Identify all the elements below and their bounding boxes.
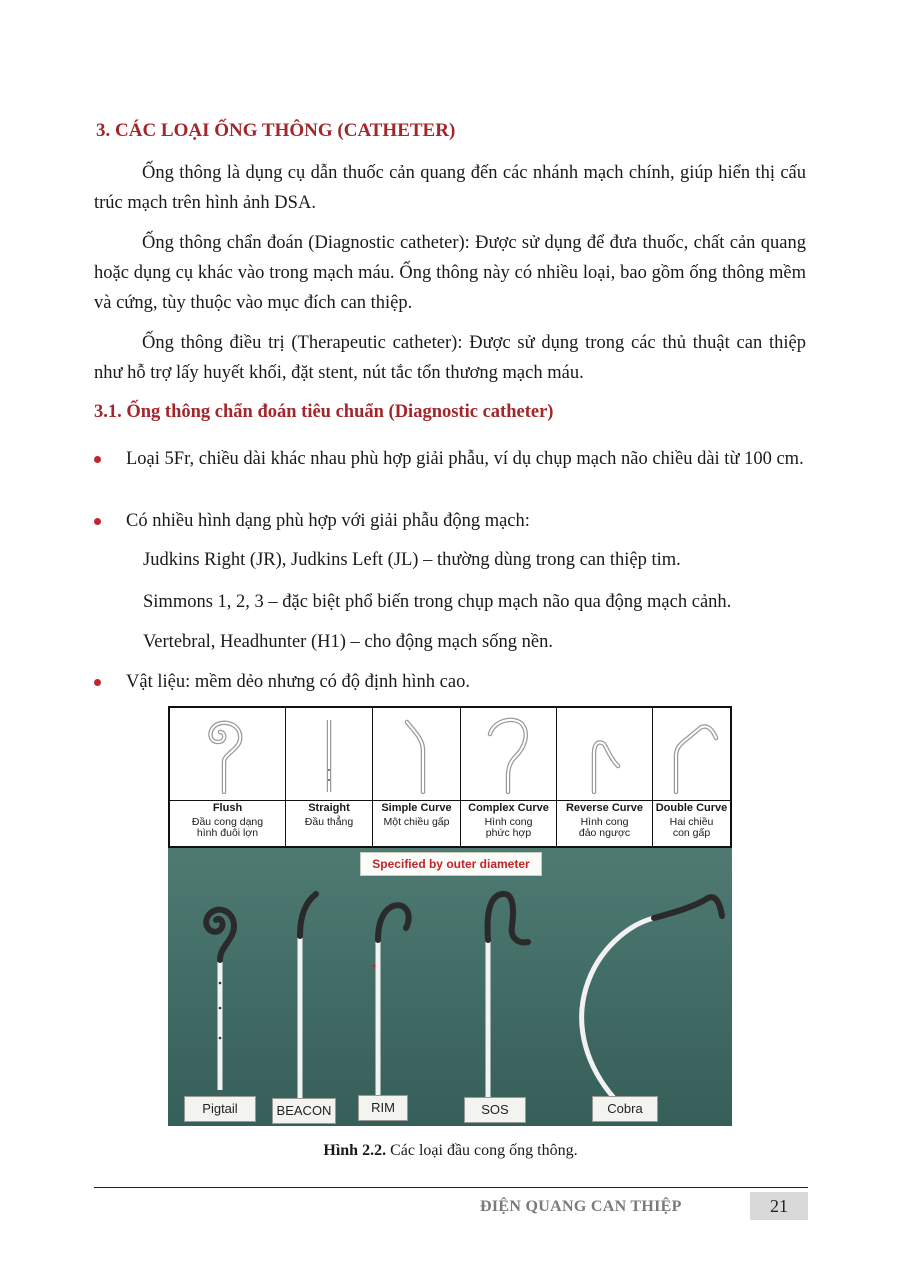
catheter-figure bbox=[168, 706, 732, 1126]
curve-desc: Hai chiều con gấp bbox=[669, 816, 714, 839]
running-title: ĐIỆN QUANG CAN THIỆP bbox=[480, 1198, 682, 1215]
photo-label-pigtail: Pigtail bbox=[184, 1096, 256, 1122]
complex-curve-icon bbox=[484, 714, 534, 794]
outer-diameter-banner: Specified by outer diameter bbox=[360, 852, 542, 876]
shape-line: Vertebral, Headhunter (H1) – cho động mạch sống nền. bbox=[143, 632, 553, 652]
curve-cell-straight bbox=[286, 708, 373, 846]
page-number: 21 bbox=[750, 1192, 808, 1220]
paragraph-intro-text: Ống thông là dụng cụ dẫn thuốc cản quang đến các nhánh mạch chính, giúp hiển thị cấu trúc mạch trên hình ảnh DSA. bbox=[94, 163, 806, 213]
bullet-item bbox=[94, 506, 806, 536]
curve-name: Double Curve bbox=[655, 802, 728, 814]
straight-tip-icon bbox=[314, 714, 344, 794]
curve-cell-flush bbox=[170, 708, 286, 846]
curve-desc: Đầu cong dạng hình đuôi lợn bbox=[191, 816, 264, 839]
bullet-text: Có nhiều hình dạng phù hợp với giải phẫu động mạch: bbox=[126, 511, 530, 531]
paragraph-therapeutic bbox=[94, 328, 806, 388]
paragraph-therapeutic-text: Ống thông điều trị (Therapeutic catheter): Được sử dụng trong các thủ thuật can thiệp như hỗ trợ lấy huyết khối, đặt stent, nút tắc tổn thương mạch máu. bbox=[94, 333, 806, 383]
bullet-item bbox=[94, 444, 806, 474]
curve-name: Reverse Curve bbox=[565, 802, 644, 814]
bullet-text: Vật liệu: mềm dẻo nhưng có độ định hình cao. bbox=[126, 672, 470, 692]
shape-line: Simmons 1, 2, 3 – đặc biệt phổ biến trong chụp mạch não qua động mạch cảnh. bbox=[143, 592, 732, 612]
paragraph-diagnostic bbox=[94, 228, 806, 318]
curve-desc: Hình cong phức hợp bbox=[484, 816, 533, 839]
curve-cell-complex bbox=[461, 708, 557, 846]
simple-curve-icon bbox=[397, 714, 437, 794]
photo-label-sos: SOS bbox=[464, 1097, 526, 1123]
bullet-dot-icon bbox=[94, 518, 101, 525]
curve-name: Flush bbox=[212, 802, 243, 814]
curve-name: Straight bbox=[308, 802, 350, 814]
photo-label-beacon: BEACON bbox=[272, 1098, 336, 1124]
photo-label-cobra: Cobra bbox=[592, 1096, 658, 1122]
caption-label: Hình 2.2. bbox=[323, 1142, 387, 1159]
section-heading: 3. CÁC LOẠI ỐNG THÔNG (CATHETER) bbox=[96, 120, 456, 141]
curve-cell-reverse bbox=[557, 708, 653, 846]
bullet-text: Loại 5Fr, chiều dài khác nhau phù hợp giải phẫu, ví dụ chụp mạch não chiều dài từ 100 cm. bbox=[126, 449, 804, 469]
curve-desc: Hình cong đảo ngược bbox=[578, 816, 631, 839]
curve-name: Simple Curve bbox=[381, 802, 452, 814]
curve-type-table bbox=[168, 706, 732, 848]
curve-desc: Đầu thẳng bbox=[304, 816, 354, 828]
catheter-photo-drawing bbox=[168, 848, 732, 1126]
curve-desc: Một chiều gấp bbox=[383, 816, 450, 828]
paragraph-diagnostic-text: Ống thông chẩn đoán (Diagnostic catheter): Được sử dụng để đưa thuốc, chất cản quang hoặc dụng cụ khác vào trong mạch máu. Ống thông này có nhiều loại, bao gồm ống thông mềm và cứng, tùy thuộc vào mục đích can thiệp. bbox=[94, 233, 806, 313]
catheter-photo bbox=[168, 848, 732, 1126]
figure-caption bbox=[0, 1142, 901, 1160]
shape-line: Judkins Right (JR), Judkins Left (JL) – thường dùng trong can thiệp tim. bbox=[143, 550, 681, 570]
photo-label-rim: RIM bbox=[358, 1095, 408, 1121]
reverse-curve-icon bbox=[580, 714, 630, 794]
pigtail-curve-icon bbox=[198, 714, 258, 794]
footer-rule bbox=[94, 1187, 808, 1188]
bullet-item bbox=[94, 667, 806, 697]
double-curve-icon bbox=[662, 714, 722, 794]
curve-name: Complex Curve bbox=[468, 802, 549, 814]
caption-text: Các loại đầu cong ống thông. bbox=[386, 1142, 578, 1159]
curve-cell-simple bbox=[373, 708, 461, 846]
bullet-dot-icon bbox=[94, 456, 101, 463]
paragraph-intro bbox=[94, 158, 806, 218]
bullet-dot-icon bbox=[94, 679, 101, 686]
subsection-heading: 3.1. Ống thông chẩn đoán tiêu chuẩn (Diagnostic catheter) bbox=[94, 402, 554, 422]
curve-cell-double bbox=[653, 708, 730, 846]
